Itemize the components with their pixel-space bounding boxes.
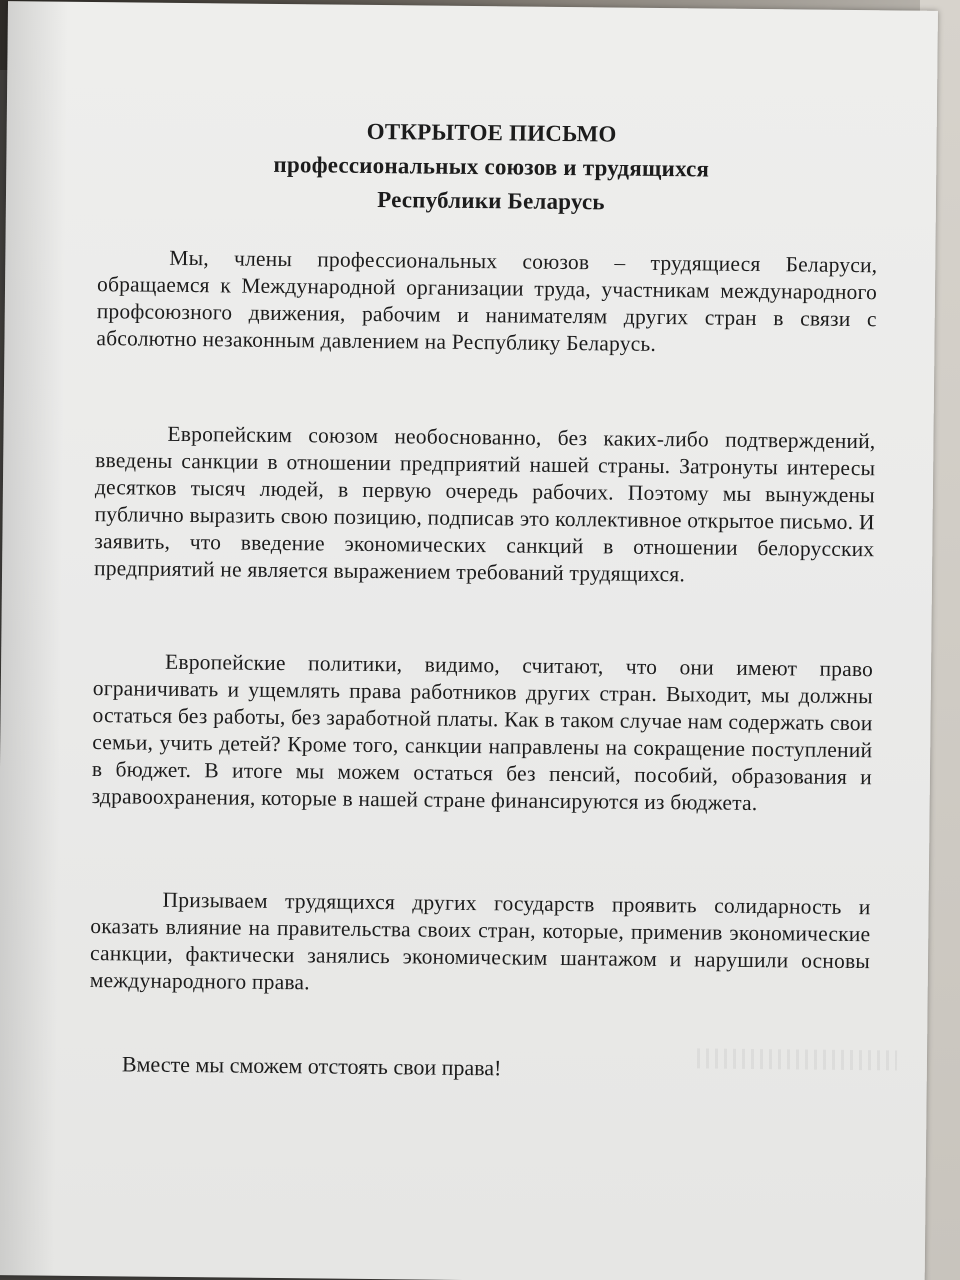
bleed-through-marks: [697, 1048, 897, 1070]
letter-sheet: [0, 1, 938, 1280]
title-line-3: Республики Беларусь: [377, 187, 605, 215]
letter-title: [6, 111, 937, 223]
title-line-2: профессиональных союзов и трудящихся: [273, 151, 710, 182]
paragraph-appeal: Мы, члены профессиональных союзов – трудящиеся Беларуси, обращаемся к Международной организации труда, участникам международного профсоюзного движения, рабочим и нанимателям других стран в связи с абсолютно незаконным давлением на Республику Беларусь.: [96, 245, 878, 356]
paragraph-politicians: Европейские политики, видимо, считают, что они имеют право ограничивать и ущемлять права работников других стран. Выходит, мы должны остаться без работы, без заработной платы. Как в таком случае нам содержать свои семьи, учить детей? Кроме того, санкции направлены на сокращение поступлений в бюджет. В итоге мы можем остаться без пенсий, пособий, образования и здравоохранения, которые в нашей стране финансируются из бюджета.: [91, 649, 874, 816]
title-line-1: ОТКРЫТОЕ ПИСЬМО: [366, 118, 617, 147]
paragraph-sanctions: Европейским союзом необоснованно, без каких-либо подтверждений, введены санкции в отношении предприятий нашей страны. Затронуты интересы десятков тысяч людей, в первую очередь рабочих. Поэтому мы вынуждены публично выразить свою позицию, подписав это коллективное открытое письмо. И заявить, что введение экономических санкций в отношении белорусских предприятий не является выражением требований трудящихся.: [93, 421, 876, 587]
closing-line: Вместе мы сможем отстоять свои права!: [121, 1051, 502, 1081]
paragraph-call-to-action: Призываем трудящихся других государств проявить солидарность и оказать влияние на правительства своих стран, которые, применив экономические санкции, фактически занялись экономическим шантажом и нарушили основы международного права.: [89, 887, 871, 995]
